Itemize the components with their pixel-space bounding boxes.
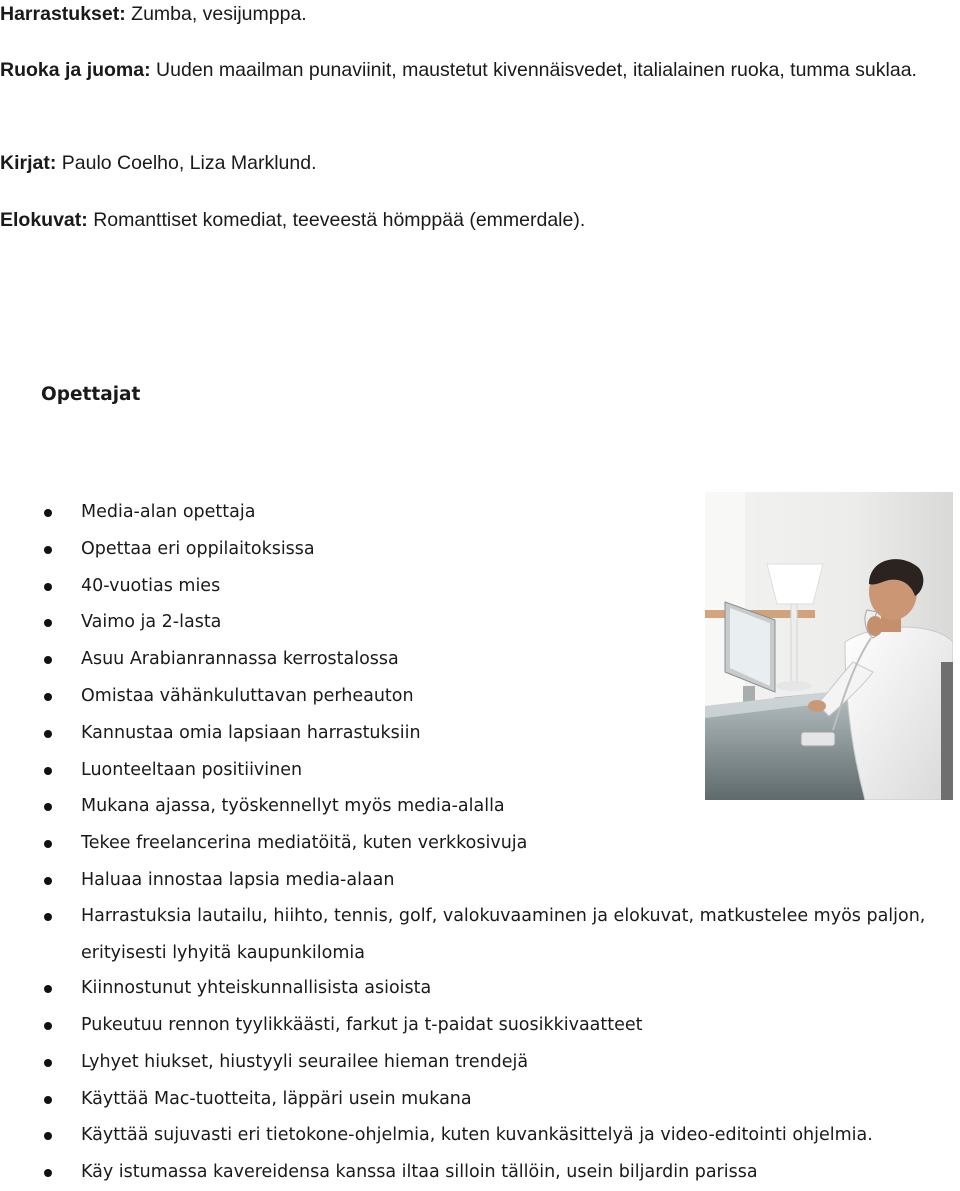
bullet-icon [44,730,52,738]
food-drink-value: Uuden maailman punaviinit, maustetut kivennäisvedet, italialainen ruoka, tumma suklaa. [150,59,917,81]
books-line [0,149,317,178]
food-drink-label: Ruoka ja juoma: [0,59,151,81]
list-item-text: Harrastuksia lautailu, hiihto, tennis, golf, valokuvaaminen ja elokuvat, matkustelee myös paljon, erityisesti lyhyitä kaupunkilomia [81,906,926,963]
list-item-text: Opettaa eri oppilaitoksissa [81,539,315,559]
list-item-text: Käyttää Mac-tuotteita, läppäri usein mukana [81,1089,472,1109]
bullet-icon [44,985,52,993]
list-item-text: Media-alan opettaja [81,502,256,522]
movies-label: Elokuvat: [0,209,88,231]
list-item-text: Kannustaa omia lapsiaan harrastuksiin [81,723,421,743]
list-item-text: Mukana ajassa, työskennellyt myös media-alalla [81,796,505,816]
bullet-icon [44,1022,52,1030]
bullet-icon [44,583,52,591]
teacher-photo [705,492,953,800]
list-item-text: Pukeutuu rennon tyylikkäästi, farkut ja t-paidat suosikkivaatteet [81,1015,643,1035]
bullet-icon [44,546,52,554]
list-item-text: Vaimo ja 2-lasta [81,612,222,632]
bullet-icon [44,913,52,921]
bullet-icon [44,840,52,848]
movies-line [0,206,585,235]
list-item-text: Luonteeltaan positiivinen [81,760,303,780]
bullet-icon [44,1169,52,1177]
list-item-text: Lyhyet hiukset, hiustyyli seurailee hieman trendejä [81,1052,529,1072]
bullet-icon [44,656,52,664]
movies-value: Romanttiset komediat, teeveestä hömppää (emmerdale). [87,209,586,231]
list-item-text: Kiinnostunut yhteiskunnallisista asioista [81,978,432,998]
hobbies-line [0,0,307,29]
list-item-text: Asuu Arabianrannassa kerrostalossa [81,649,399,669]
food-drink-line [0,56,930,85]
teachers-heading: Opettajat [41,384,141,405]
hobbies-label: Harrastukset: [0,3,126,25]
bullet-icon [44,1096,52,1104]
list-item-text: 40-vuotias mies [81,576,221,596]
bullet-icon [44,1059,52,1067]
list-item-text: Käyttää sujuvasti eri tietokone-ohjelmia, kuten kuvankäsittelyä ja video-editointi ohjelmia. [81,1125,873,1145]
list-item-text: Haluaa innostaa lapsia media-alaan [81,870,395,890]
books-value: Paulo Coelho, Liza Marklund. [56,152,317,174]
list-item-text: Omistaa vähänkuluttavan perheauton [81,686,414,706]
list-item-text: Käy istumassa kavereidensa kanssa iltaa silloin tällöin, usein biljardin parissa [81,1162,758,1182]
bullet-icon [44,803,52,811]
books-label: Kirjat: [0,152,57,174]
bullet-icon [44,767,52,775]
bullet-icon [44,619,52,627]
bullet-icon [44,509,52,517]
bullet-icon [44,693,52,701]
list-item-text: Tekee freelancerina mediatöitä, kuten verkkosivuja [81,833,528,853]
hobbies-value: Zumba, vesijumppa. [125,3,307,25]
bullet-icon [44,877,52,885]
bullet-icon [44,1132,52,1140]
